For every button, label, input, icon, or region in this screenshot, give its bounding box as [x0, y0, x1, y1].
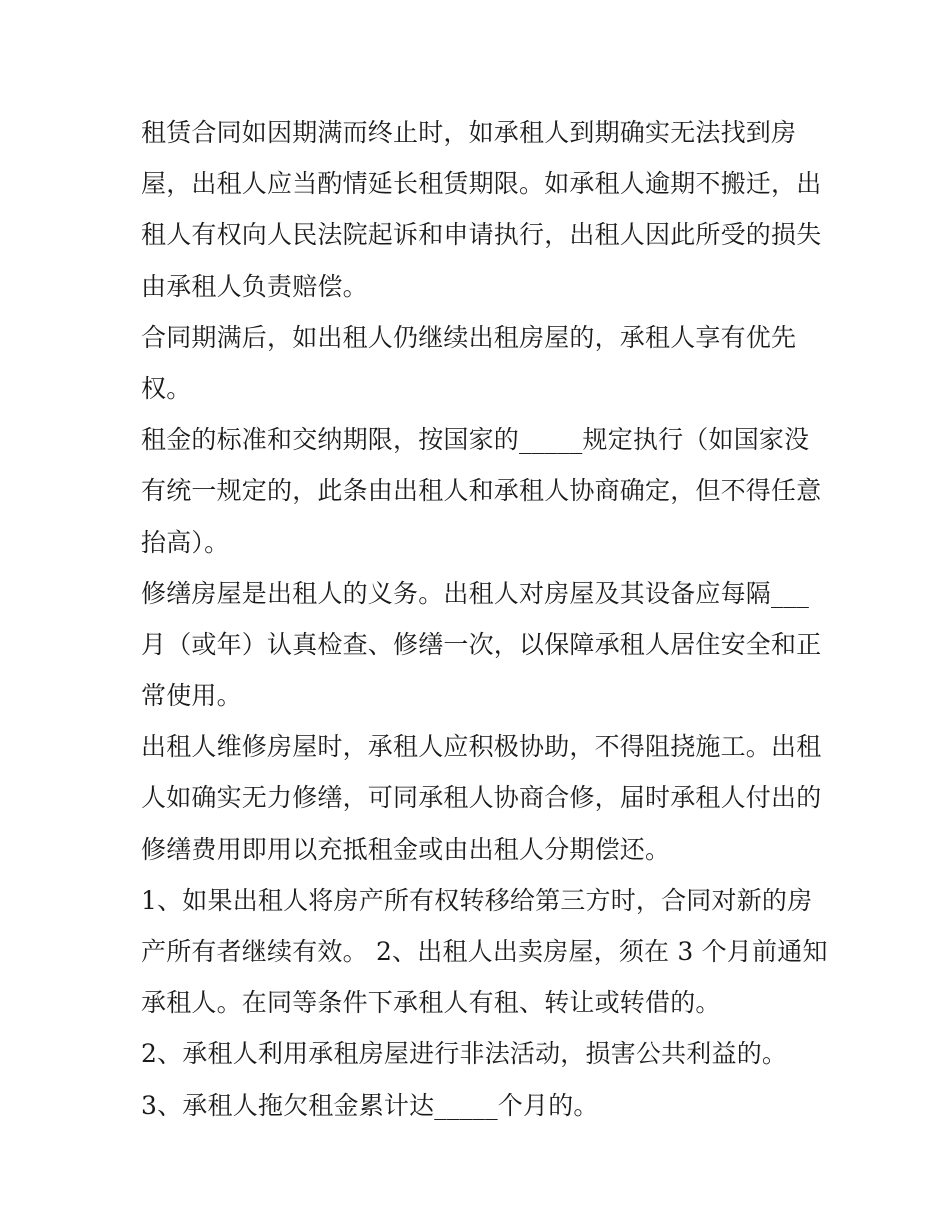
text-line: 产所有者继续有效。 2、出租人出卖房屋，须在 3 个月前通知 [141, 937, 828, 966]
text-line: 权。 [141, 373, 192, 403]
text-line: 抬高）。 [141, 527, 230, 557]
text-line: 2、承租人利用承租房屋进行非法活动，损害公共利益的。 [141, 1039, 788, 1069]
text-line: 常使用。 [141, 681, 242, 711]
text-line: 月（或年）认真检查、修缮一次，以保障承租人居住安全和正 [141, 629, 822, 659]
text-line: 修缮房屋是出租人的义务。出租人对房屋及其设备应每隔___ [141, 578, 810, 608]
text-line: 合同期满后，如出租人仍继续出租房屋的，承租人享有优先 [141, 322, 797, 352]
text-line: 有统一规定的，此条由出租人和承租人协商确定，但不得任意 [141, 476, 822, 506]
text-line: 屋，出租人应当酌情延长租赁期限。如承租人逾期不搬迁，出 [141, 169, 822, 199]
text-line: 修缮费用即用以充抵租金或由出租人分期偿还。 [141, 834, 671, 864]
text-line: 1、如果出租人将房产所有权转移给第三方时，合同对新的房 [141, 885, 813, 915]
text-line: 人如确实无力修缮，可同承租人协商合修，届时承租人付出的 [141, 783, 822, 813]
text-line: 3、承租人拖欠租金累计达_____个月的。 [141, 1090, 599, 1120]
document-body [141, 107, 828, 1131]
text-line: 由承租人负责赔偿。 [141, 271, 368, 301]
text-line: 租赁合同如因期满而终止时，如承租人到期确实无法找到房 [141, 118, 797, 147]
text-line: 租人有权向人民法院起诉和申请执行，出租人因此所受的损失 [141, 220, 822, 250]
text-line: 出租人维修房屋时，承租人应积极协助，不得阻挠施工。出租 [141, 732, 822, 762]
text-line: 租金的标准和交纳期限，按国家的_____规定执行（如国家没 [141, 425, 810, 455]
text-line: 承租人。在同等条件下承租人有租、转让或转借的。 [141, 988, 721, 1018]
